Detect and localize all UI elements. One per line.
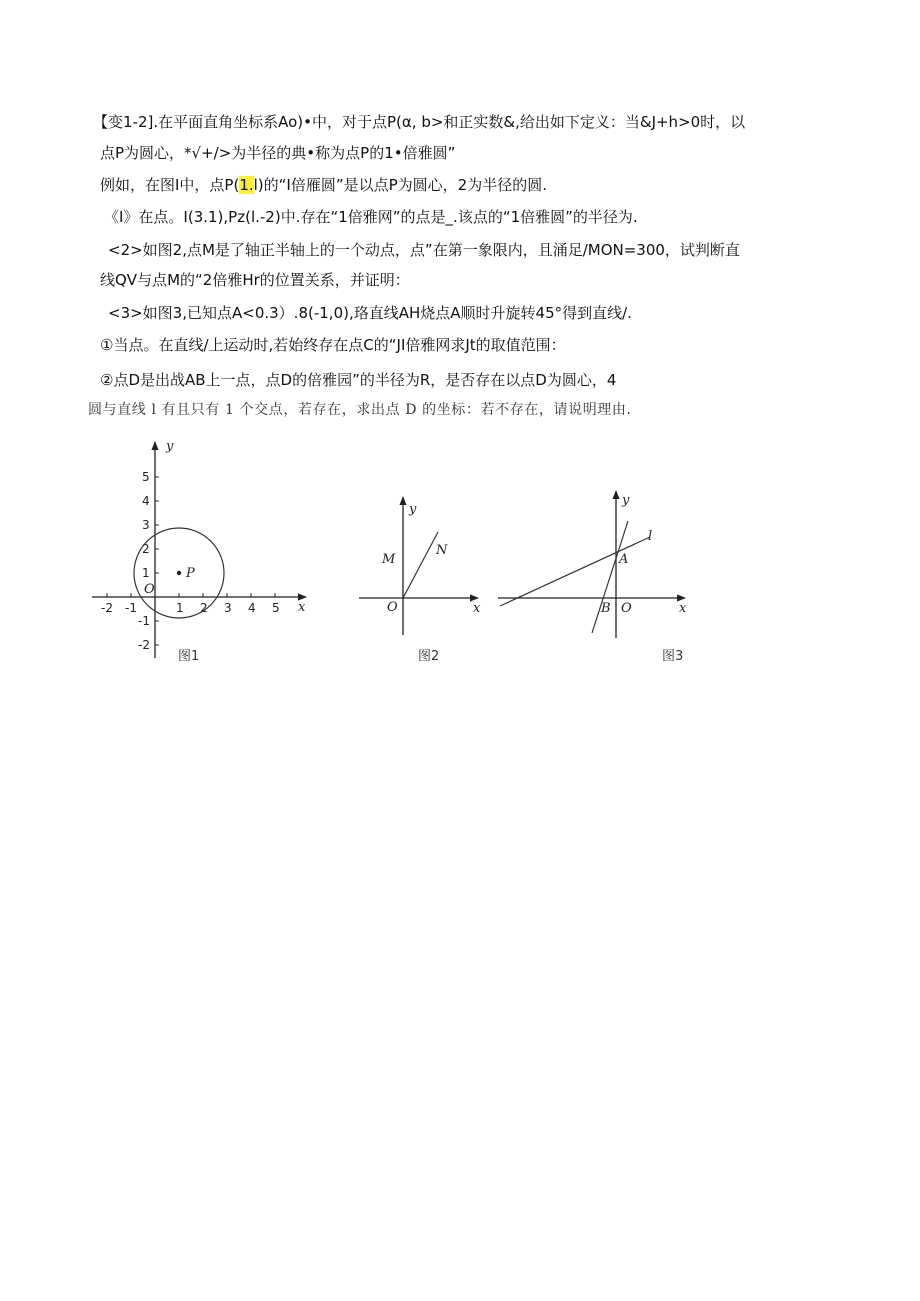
figure-1-x-tick-label: 2 [200, 601, 208, 615]
figure-1-x-tick-label: 3 [224, 601, 232, 615]
figure-3-x-label: x [679, 601, 687, 616]
question-3-part-1-line: ①当点。在直线/上运动时,若始终存在点C的“JI倍雅网求Jt的取值范围： [100, 336, 566, 354]
figure-1-x-tick-label: 5 [272, 601, 280, 615]
figure-1-y-tick-label: -2 [138, 638, 150, 652]
figure-2-caption: 图2 [418, 649, 440, 664]
figure-3-line-ab [592, 521, 628, 633]
figure-3 [498, 491, 687, 664]
figure-1-x-tick-label: -1 [125, 601, 137, 615]
figure-1-y-tick-label: 5 [142, 470, 150, 484]
figure-1-x-tick-label: -2 [101, 601, 113, 615]
figure-1-y-label: y [166, 439, 174, 454]
definition-line: 点P为圆心，*√+/>为半径的典•称为点P的1•倍雅圆” [100, 144, 456, 162]
figure-1-y-tick-label: 4 [142, 494, 150, 508]
example-text-a: 例如，在图I中，点P( [100, 176, 240, 194]
figure-1-y-tick-label: 1 [142, 566, 150, 580]
figure-1-origin-label: O [144, 582, 155, 597]
figure-1 [92, 439, 306, 664]
question-3-part-2-continued-line: 圆与直线 l 有且只有 1 个交点，若存在，求出点 D 的坐标：若不存在，请说明理由． [88, 402, 642, 418]
question-2-line: <2>如图2,点M是了轴正半轴上的一个动点，点”在第一象限内，且涌足/MON=300，试判断直 [108, 241, 740, 259]
problem-header-line: 【变1-2].在平面直角坐标系Ao)•中，对于点P(α, b>和正实数&,给出如下定义：当&J+h>0时，以 [93, 113, 746, 131]
figure-2-ray-on [403, 532, 438, 598]
figure-3-b-label: B [601, 601, 611, 616]
figure-3-origin-label: O [621, 601, 632, 616]
question-3-part-2-line: ②点D是出战AB上一点，点D的倍雅园”的半径为R，是否存在以点D为圆心，4 [100, 371, 617, 389]
figure-3-a-label: A [619, 552, 629, 567]
question-2-continued-line: 线QV与点M的“2倍雅Hr的位置关系，并证明： [100, 271, 410, 289]
figure-1-caption: 图1 [178, 649, 200, 664]
figure-2-m-label: M [382, 552, 396, 567]
figure-1-y-tick-label: 2 [142, 542, 150, 556]
figure-2-y-label: y [409, 502, 417, 517]
figure-3-y-label: y [622, 493, 630, 508]
figure-2-x-label: x [473, 601, 481, 616]
figure-1-x-tick-label: 4 [248, 601, 256, 615]
example-text-b: l)的“I倍雁圆”是以点P为圆心，2为半径的圆. [253, 176, 547, 194]
figure-3-l-label: l [648, 529, 653, 544]
figure-1-point-label: P [186, 566, 195, 581]
figure-2 [359, 497, 481, 664]
figure-2-origin-label: O [387, 600, 398, 615]
figure-1-x-label: x [298, 600, 306, 615]
figure-1-point-p [177, 571, 181, 575]
figure-1-y-tick-label: -1 [138, 614, 150, 628]
figure-3-caption: 图3 [662, 649, 684, 664]
figure-1-x-tick-label: 1 [176, 601, 184, 615]
figure-2-n-label: N [436, 543, 448, 558]
question-3-line: <3>如图3,已知点A<0.3）.8(-1,0),珞直线AH烧点A顺时升旋转45°得到直线/. [108, 304, 632, 322]
figure-1-y-tick-label: 3 [142, 518, 150, 532]
highlighted-text: 1. [239, 176, 254, 194]
question-1-line: 《I》在点。I(3.1),Pz(l.-2)中.存在“1倍雅网”的点是_.该点的“1倍雅圆”的半径为. [104, 208, 638, 226]
figure-3-line-l [500, 537, 650, 606]
